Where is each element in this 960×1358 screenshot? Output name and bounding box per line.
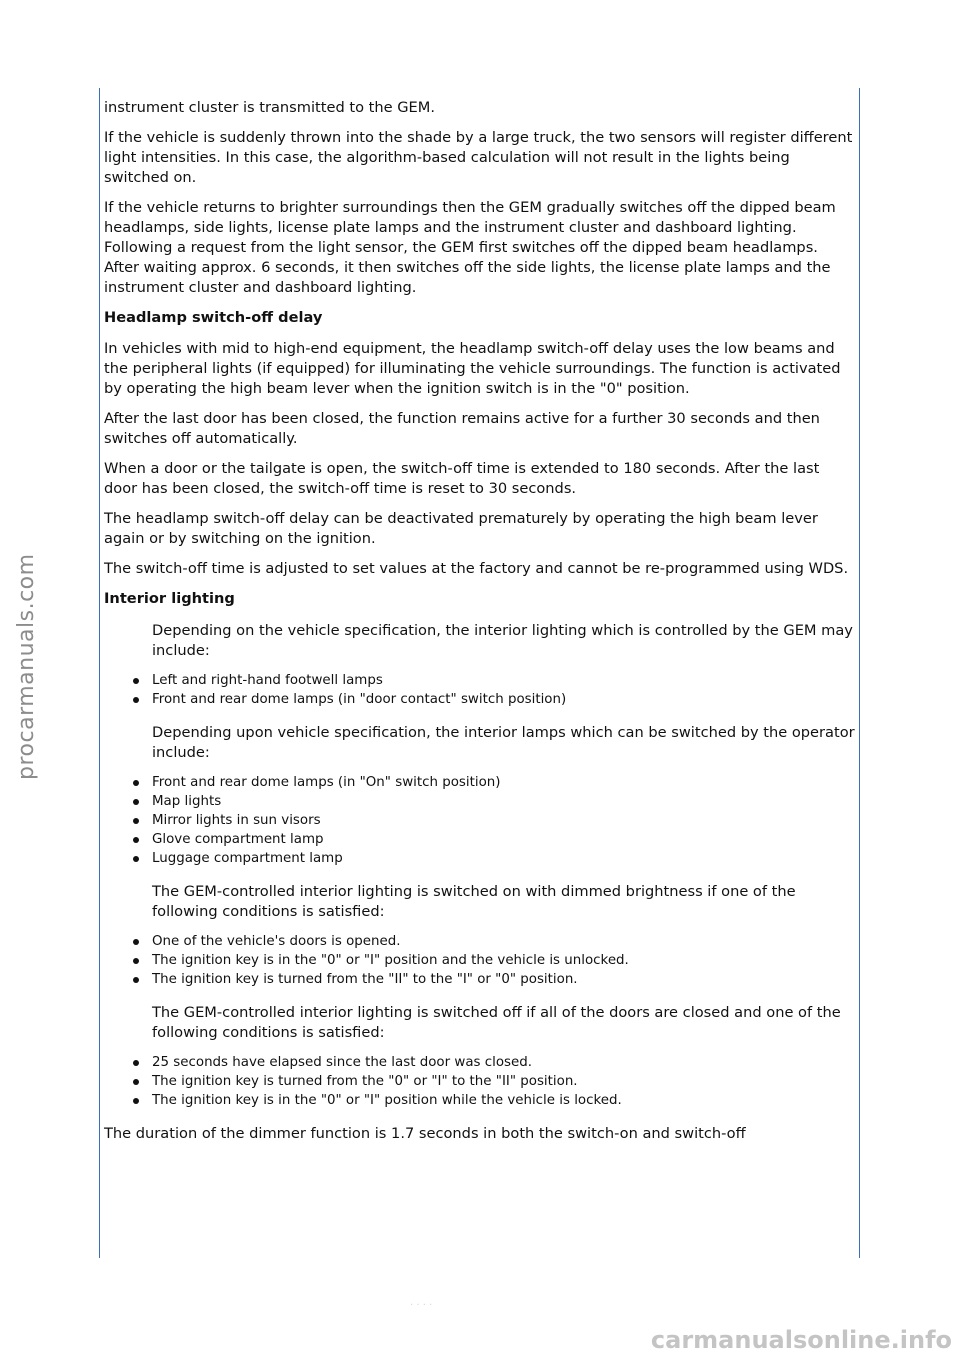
bullet-list xyxy=(104,932,856,989)
bullet-icon xyxy=(133,856,139,862)
side-watermark: procarmanuals.com xyxy=(14,553,39,780)
list-item: The ignition key is in the "0" or "I" position and the vehicle is unlocked. xyxy=(152,951,856,970)
paragraph: If the vehicle returns to brighter surroundings then the GEM gradually switches off the dipped beam headlamps, side lights, license plate lamps and the instrument cluster and dashboard lighting. Following a request from the light sensor, the GEM first switches off the dipped beam headlamps. After waiting approx. 6 seconds, it then switches off the side lights, the license plate lamps and the instrument cluster and dashboard lighting. xyxy=(104,199,836,296)
list-item: Front and rear dome lamps (in "door contact" switch position) xyxy=(152,690,856,709)
list-item: Left and right-hand footwell lamps xyxy=(152,671,856,690)
section-heading-switch-off: Headlamp switch-off delay xyxy=(104,309,323,326)
bullet-icon xyxy=(133,939,139,945)
list-item: The ignition key is turned from the "II" to the "I" or "0" position. xyxy=(152,970,856,989)
list-intro: The GEM-controlled interior lighting is switched off if all of the doors are closed and one of the following conditions is satisfied: xyxy=(152,1004,841,1041)
bullet-icon xyxy=(133,1098,139,1104)
paragraph: The headlamp switch-off delay can be deactivated prematurely by operating the high beam lever again or by switching on the ignition. xyxy=(104,510,818,547)
bullet-icon xyxy=(133,1060,139,1066)
bullet-list xyxy=(104,773,856,868)
list-item: 25 seconds have elapsed since the last door was closed. xyxy=(152,1053,856,1072)
list-intro: Depending upon vehicle specification, the interior lamps which can be switched by the operator include: xyxy=(152,724,855,761)
bullet-icon xyxy=(133,697,139,703)
paragraph: In vehicles with mid to high-end equipment, the headlamp switch-off delay uses the low beams and the peripheral lights (if equipped) for illuminating the vehicle surroundings. The function is activated by operating the high beam lever when the ignition switch is in the "0" position. xyxy=(104,340,841,397)
paragraph: After the last door has been closed, the function remains active for a further 30 seconds and then switches off automatically. xyxy=(104,410,820,447)
list-intro: Depending on the vehicle specification, the interior lighting which is controlled by the GEM may include: xyxy=(152,622,853,659)
bullet-icon xyxy=(133,1079,139,1085)
bullet-icon xyxy=(133,977,139,983)
bullet-icon xyxy=(133,837,139,843)
paragraph: instrument cluster is transmitted to the GEM. xyxy=(104,99,436,116)
right-frame-rule xyxy=(859,88,860,1258)
bottom-watermark: carmanualsonline.info xyxy=(650,1326,952,1354)
left-frame-rule xyxy=(99,88,100,1258)
list-item: Glove compartment lamp xyxy=(152,830,856,849)
bullet-icon xyxy=(133,958,139,964)
page-number-mark: · · · · xyxy=(410,1300,433,1311)
paragraph: The switch-off time is adjusted to set values at the factory and cannot be re-programmed using WDS. xyxy=(104,560,849,577)
bullet-icon xyxy=(133,818,139,824)
paragraph: The duration of the dimmer function is 1.7 seconds in both the switch-on and switch-off xyxy=(104,1125,746,1142)
bullet-icon xyxy=(133,678,139,684)
bullet-list xyxy=(104,671,856,709)
paragraph: If the vehicle is suddenly thrown into the shade by a large truck, the two sensors will register different light intensities. In this case, the algorithm-based calculation will not result in the lights being switched on. xyxy=(104,129,853,186)
bullet-icon xyxy=(133,780,139,786)
list-item: Map lights xyxy=(152,792,856,811)
list-item: Front and rear dome lamps (in "On" switch position) xyxy=(152,773,856,792)
page-content xyxy=(104,98,856,1154)
section-heading-interior: Interior lighting xyxy=(104,590,235,607)
list-intro: The GEM-controlled interior lighting is switched on with dimmed brightness if one of the following conditions is satisfied: xyxy=(152,883,796,920)
list-item: Luggage compartment lamp xyxy=(152,849,856,868)
bullet-list xyxy=(104,1053,856,1110)
list-item: The ignition key is turned from the "0" or "I" to the "II" position. xyxy=(152,1072,856,1091)
list-item: Mirror lights in sun visors xyxy=(152,811,856,830)
bullet-icon xyxy=(133,799,139,805)
paragraph: When a door or the tailgate is open, the switch-off time is extended to 180 seconds. After the last door has been closed, the switch-off time is reset to 30 seconds. xyxy=(104,460,820,497)
list-item: The ignition key is in the "0" or "I" position while the vehicle is locked. xyxy=(152,1091,856,1110)
list-item: One of the vehicle's doors is opened. xyxy=(152,932,856,951)
